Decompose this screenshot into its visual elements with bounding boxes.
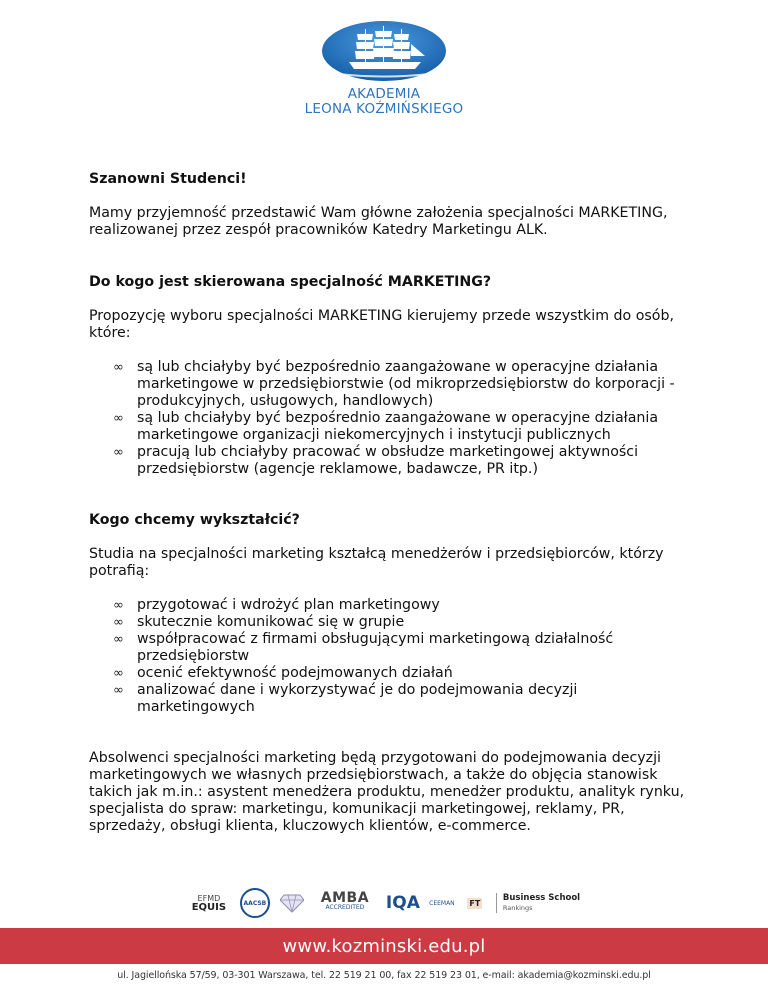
letter-body <box>89 171 689 835</box>
logo-line-1: AKADEMIA <box>347 86 421 102</box>
section-lead-target-audience: Propozycję wyboru specjalności MARKETING kierujemy przede wszystkim do osób, które: <box>89 308 675 341</box>
greeting: Szanowni Studenci! <box>89 171 247 187</box>
skills-list <box>89 597 689 716</box>
list-item: ∞ współpracować z firmami obsługującymi marketingową działalność przedsiębiorstw <box>113 631 614 664</box>
closing-paragraph: Absolwenci specjalności marketing będą przygotowani do podejmowania decyzji marketingowych we własnych przedsiębiorstwach, a także do objęcia stanowisk takich jak m.in.: asystent menedżera produktu, menedżer produktu, analityk rynku, specjalista do spraw: marketingu, komunikacji marketingowej, reklamy, PR, sprzedaży, obsługi klienta, kluczowych klientów, e-commerce. <box>89 750 685 834</box>
section-heading-goals: Kogo chcemy wykształcić? <box>89 512 300 528</box>
list-item: ∞ ocenić efektywność podejmowanych działań <box>113 665 453 681</box>
ceeman-logo: CEEMAN <box>429 899 455 907</box>
infinity-bullet-icon: ∞ <box>113 598 124 613</box>
accreditation-logos <box>0 888 768 918</box>
infinity-bullet-icon: ∞ <box>113 360 124 375</box>
list-item: ∞ analizować dane i wykorzystywać je do podejmowania decyzji marketingowych <box>113 682 578 715</box>
infinity-bullet-icon: ∞ <box>113 445 124 460</box>
infinity-bullet-icon: ∞ <box>113 632 124 647</box>
diamond-icon <box>280 893 304 913</box>
list-item: ∞ są lub chciałyby być bezpośrednio zaangażowane w operacyjne działania marketingowe w przedsiębiorstwie (od mikroprzedsiębiorstw do korporacji - produkcyjnych, usługowych, handlowych) <box>113 359 675 409</box>
footer-address: ul. Jagiellońska 57/59, 03-301 Warszawa, tel. 22 519 21 00, fax 22 519 23 01, e-mail: akademia@kozminski.edu.pl <box>117 970 651 981</box>
list-item: ∞ pracują lub chciałyby pracować w obsłudze marketingowej aktywności przedsiębiorstw (agencje reklamowe, badawcze, PR itp.) <box>113 444 639 477</box>
infinity-bullet-icon: ∞ <box>113 666 124 681</box>
list-item: ∞ są lub chciałyby być bezpośrednio zaangażowane w operacyjne działania marketingowe organizacji niekomercyjnych i instytucji publicznych <box>113 410 659 443</box>
website-url: www.kozminski.edu.pl <box>282 935 486 957</box>
aacsb-logo: AACSB <box>240 888 270 918</box>
sailing-ship-emblem-icon <box>321 20 447 82</box>
infinity-bullet-icon: ∞ <box>113 411 124 426</box>
section-lead-goals: Studia na specjalności marketing kształcą menedżerów i przedsiębiorców, którzy potrafią: <box>89 546 664 579</box>
list-item: ∞ skutecznie komunikować się w grupie <box>113 614 405 630</box>
amba-logo: AMBA ACCREDITED <box>320 890 370 911</box>
intro-paragraph: Mamy przyjemność przedstawić Wam główne założenia specjalności MARKETING, realizowanej przez zespół pracowników Katedry Marketingu ALK. <box>89 205 668 238</box>
logo-line-2: LEONA KOŹMIŃSKIEGO <box>304 101 464 117</box>
infinity-bullet-icon: ∞ <box>113 683 124 698</box>
target-audience-list <box>89 359 689 478</box>
iqa-logo: IQA <box>385 893 420 913</box>
section-heading-target-audience: Do kogo jest skierowana specjalność MARKETING? <box>89 274 492 290</box>
equis-logo: EFMD EQUIS <box>191 894 227 913</box>
ft-logo: FT <box>469 898 481 908</box>
logo-wordmark <box>305 87 464 117</box>
list-item: ∞ przygotować i wdrożyć plan marketingowy <box>113 597 440 613</box>
university-logo <box>0 20 768 117</box>
business-school-rankings-logo: Business School Rankings <box>496 893 580 913</box>
infinity-bullet-icon: ∞ <box>113 615 124 630</box>
footer-url-bar <box>0 928 768 964</box>
